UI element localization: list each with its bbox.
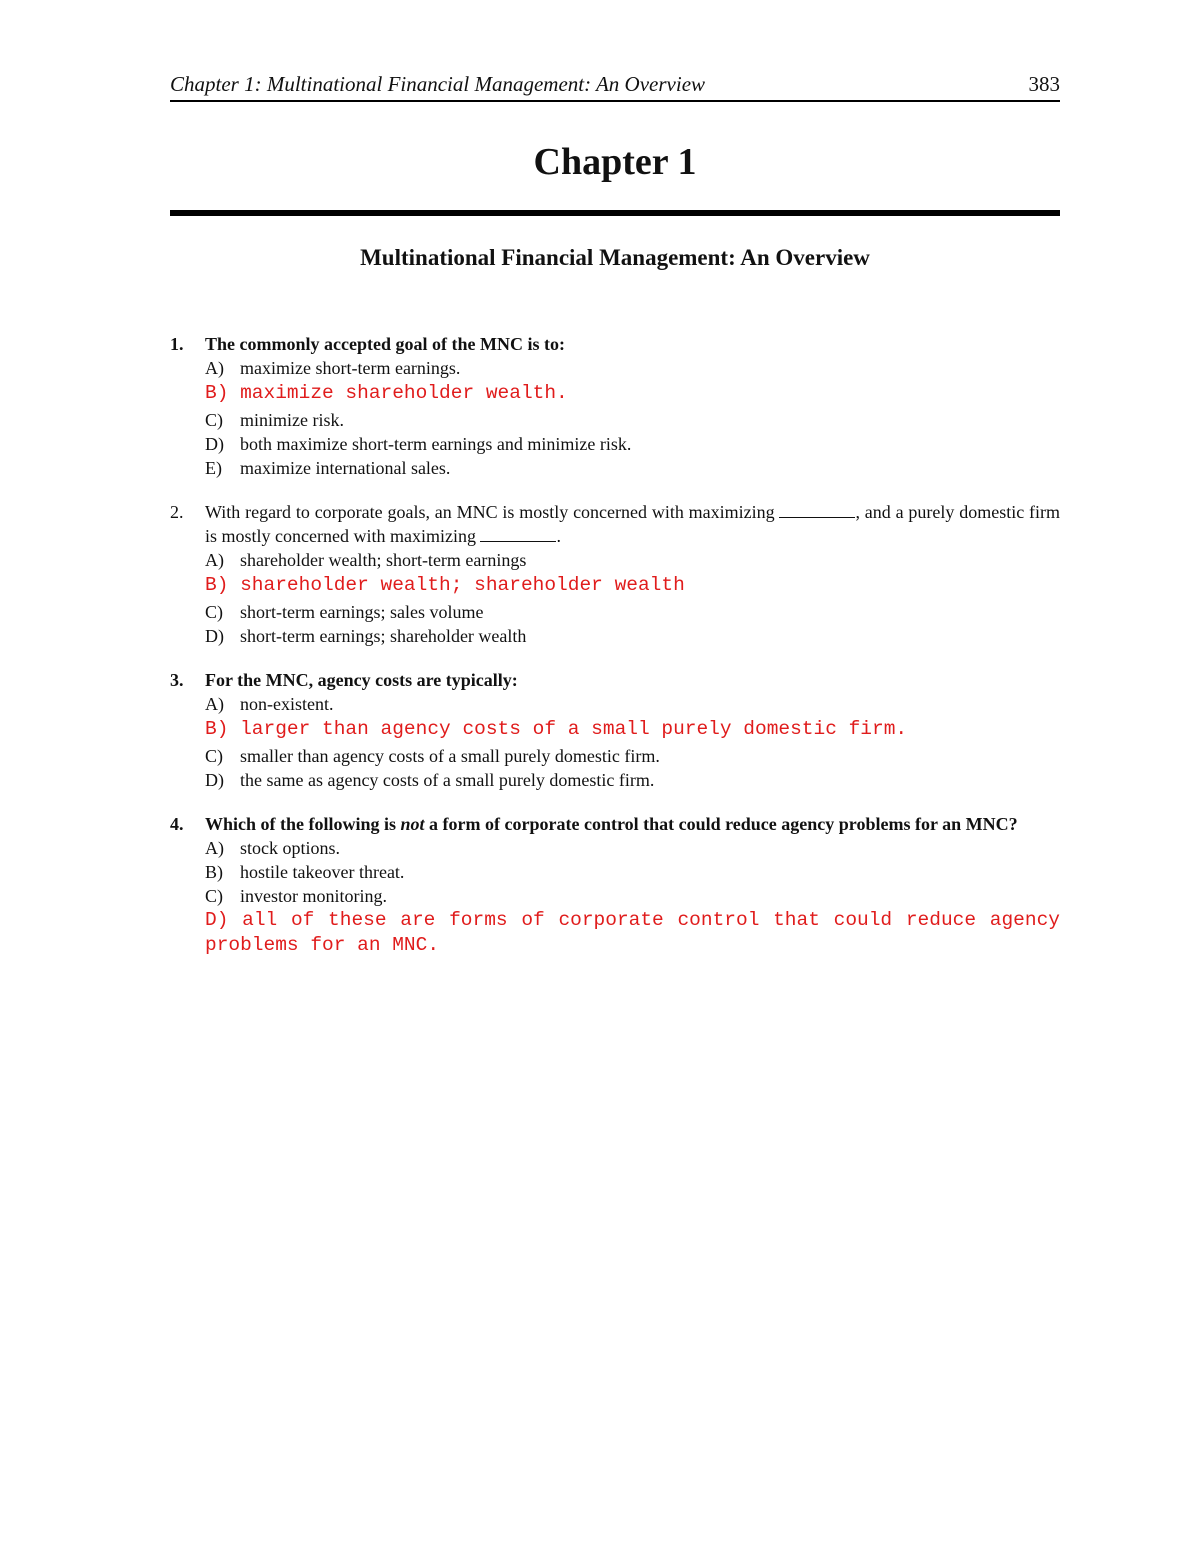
option-text: minimize risk. — [240, 410, 344, 430]
option-text: short-term earnings; sales volume — [240, 602, 484, 622]
correct-answer-d: D) all of these are forms of corporate control that could reduce agency problems for an MNC. — [205, 909, 1060, 956]
title-divider — [170, 210, 1060, 216]
option-b — [205, 860, 1060, 884]
option-c — [205, 600, 1060, 624]
option-letter: A) — [205, 358, 224, 378]
option-letter: C) — [205, 886, 223, 906]
stem-emphasis: not — [400, 814, 425, 834]
option-letter: C) — [205, 746, 223, 766]
option-letter: C) — [205, 410, 223, 430]
option-letter: A) — [205, 838, 224, 858]
option-text: short-term earnings; shareholder wealth — [240, 626, 527, 646]
option-letter: D) — [205, 434, 224, 454]
option-letter: C) — [205, 602, 223, 622]
option-a — [205, 692, 1060, 716]
correct-answer-b: B) maximize shareholder wealth. — [205, 382, 568, 404]
running-title: Chapter 1: Multinational Financial Management: An Overview — [170, 72, 706, 96]
option-e — [205, 456, 1060, 480]
correct-answer-b: B) shareholder wealth; shareholder wealth — [205, 574, 685, 596]
running-header — [170, 70, 1060, 102]
option-text: stock options. — [240, 838, 341, 858]
question-stem — [205, 812, 1060, 836]
question-4 — [170, 812, 1060, 958]
question-stem — [205, 500, 1060, 548]
chapter-title: Chapter 1 — [533, 141, 697, 183]
option-text: smaller than agency costs of a small purely domestic firm. — [240, 746, 660, 766]
correct-answer-b: B) larger than agency costs of a small purely domestic firm. — [205, 718, 908, 740]
stem-text: , and a purely domestic firm is mostly concerned with maximizing — [205, 502, 1060, 546]
option-text: shareholder wealth; short-term earnings — [240, 550, 527, 570]
chapter-subtitle: Multinational Financial Management: An Overview — [360, 245, 870, 270]
answer-blank — [779, 503, 855, 518]
question-1 — [170, 332, 1060, 480]
option-text: the same as agency costs of a small purely domestic firm. — [240, 770, 655, 790]
stem-text: . — [556, 526, 561, 546]
question-number: 1. — [170, 334, 184, 354]
option-c — [205, 884, 1060, 908]
option-letter: A) — [205, 694, 224, 714]
option-a — [205, 548, 1060, 572]
question-3 — [170, 668, 1060, 792]
option-text: maximize international sales. — [240, 458, 451, 478]
question-stem: For the MNC, agency costs are typically: — [205, 670, 518, 690]
stem-text: a form of corporate control that could reduce agency problems for an MNC? — [429, 814, 1018, 834]
question-number: 4. — [170, 814, 184, 834]
option-letter: E) — [205, 458, 222, 478]
option-text: non-existent. — [240, 694, 334, 714]
option-letter: B) — [205, 862, 223, 882]
option-c — [205, 744, 1060, 768]
option-letter: A) — [205, 550, 224, 570]
page-number: 383 — [1028, 72, 1060, 96]
question-2 — [170, 500, 1060, 648]
option-a — [205, 836, 1060, 860]
option-c — [205, 408, 1060, 432]
option-a — [205, 356, 1060, 380]
question-number: 2. — [170, 502, 184, 522]
option-letter: D) — [205, 770, 224, 790]
option-letter: D) — [205, 626, 224, 646]
option-text: both maximize short-term earnings and minimize risk. — [240, 434, 632, 454]
question-number: 3. — [170, 670, 184, 690]
option-text: investor monitoring. — [240, 886, 387, 906]
option-text: hostile takeover threat. — [240, 862, 405, 882]
option-d — [205, 624, 1060, 648]
question-stem: The commonly accepted goal of the MNC is to: — [205, 334, 565, 354]
option-d — [205, 432, 1060, 456]
answer-blank — [480, 527, 556, 542]
option-text: maximize short-term earnings. — [240, 358, 461, 378]
stem-text: With regard to corporate goals, an MNC is mostly concerned with maximizing — [205, 502, 775, 522]
stem-text: Which of the following is — [205, 814, 397, 834]
option-d — [205, 768, 1060, 792]
